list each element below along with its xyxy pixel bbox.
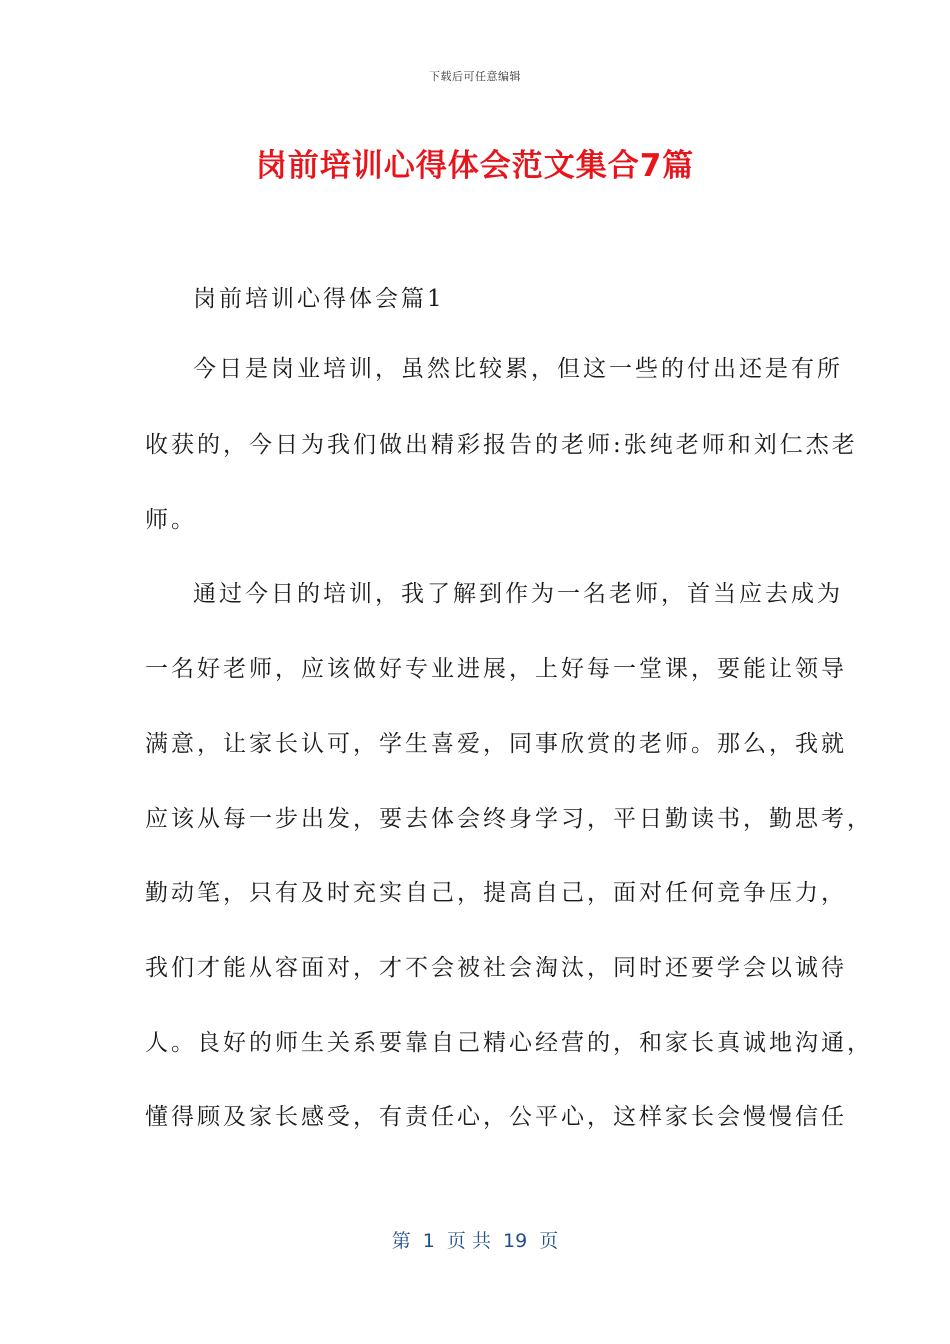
paragraph-line: 今日是岗业培训，虽然比较累，但这一些的付出还是有所 [193, 356, 843, 382]
section-heading: 岗前培训心得体会篇1 [193, 286, 445, 312]
document-title: 岗前培训心得体会范文集合7篇 [255, 148, 695, 184]
paragraph-line: 师。 [145, 507, 197, 533]
paragraph-line: 通过今日的培训，我了解到作为一名老师，首当应去成为 [193, 581, 843, 607]
paragraph-line: 收获的，今日为我们做出精彩报告的老师:张纯老师和刘仁杰老 [145, 432, 858, 458]
paragraph-line: 一名好老师，应该做好专业进展，上好每一堂课，要能让领导 [145, 656, 847, 682]
page-number-footer: 第 1 页 共 19 页 [391, 1230, 559, 1252]
paragraph-line: 人。良好的师生关系要靠自己精心经营的，和家长真诚地沟通， [145, 1030, 873, 1056]
paragraph-line: 勤动笔，只有及时充实自己，提高自己，面对任何竞争压力， [145, 880, 847, 906]
paragraph-line: 应该从每一步出发，要去体会终身学习，平日勤读书，勤思考， [145, 806, 873, 832]
paragraph-line: 懂得顾及家长感受，有责任心，公平心，这样家长会慢慢信任 [145, 1104, 847, 1130]
paragraph-line: 我们才能从容面对，才不会被社会淘汰，同时还要学会以诚待 [145, 955, 847, 981]
paragraph-line: 满意，让家长认可，学生喜爱，同事欣赏的老师。那么，我就 [145, 731, 847, 757]
header-note: 下载后可任意编辑 [429, 70, 521, 83]
